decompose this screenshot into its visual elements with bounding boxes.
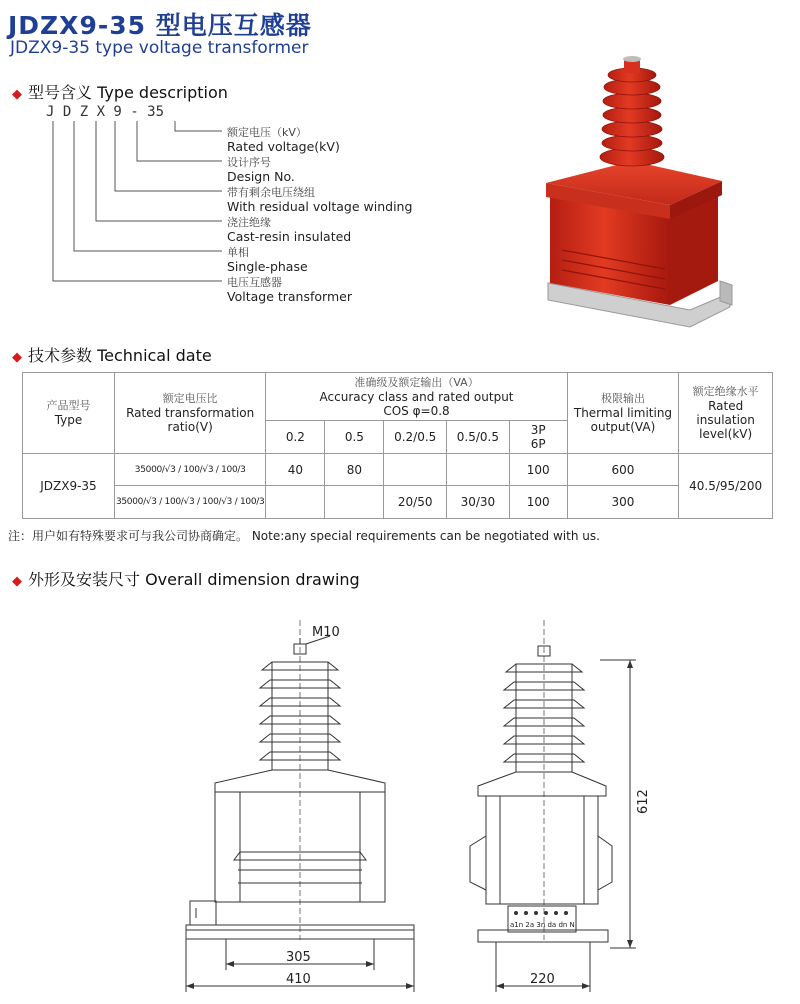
type-item-cn: 浇注绝缘 — [227, 216, 271, 229]
header-accuracy-en: Accuracy class and rated output — [319, 389, 514, 404]
dimension-305: 305 — [286, 950, 311, 965]
header-thermal-cn: 极限输出 — [600, 392, 645, 405]
header-ratio-en: Rated transformation ratio(V) — [126, 406, 255, 434]
value-cell — [384, 454, 447, 486]
table-row — [23, 486, 773, 519]
thermal-cell: 600 — [567, 454, 679, 486]
table-row — [23, 454, 773, 486]
header-thermal — [567, 373, 679, 454]
header-insulation-cn: 额定绝缘水平 — [692, 385, 759, 398]
model-cell: JDZX9-35 — [23, 454, 115, 519]
page-title: JDZX9-35 型电压互感器 — [8, 11, 312, 40]
dimension-drawing-heading — [12, 567, 360, 590]
header-type — [23, 373, 115, 454]
thermal-cell: 300 — [567, 486, 679, 519]
page-subtitle: JDZX9-35 type voltage transformer — [10, 38, 309, 58]
header-insulation-en: Rated insulation level(kV) — [696, 399, 755, 441]
dimension-410: 410 — [286, 972, 311, 987]
value-cell: 100 — [509, 454, 567, 486]
technical-data-heading-text: 技术参数 Technical date — [28, 346, 212, 365]
product-photo — [520, 55, 760, 335]
class-header-6p: 6P — [530, 437, 546, 451]
type-code: J D Z X 9 - 35 — [46, 104, 165, 120]
header-insulation — [679, 373, 773, 454]
dimension-220: 220 — [530, 972, 555, 987]
type-item-en: Rated voltage(kV) — [227, 139, 340, 154]
value-cell: 20/50 — [384, 486, 447, 519]
value-cell — [447, 454, 510, 486]
value-cell: 100 — [509, 486, 567, 519]
value-cell: 30/30 — [447, 486, 510, 519]
header-ratio-cn: 额定电压比 — [162, 392, 218, 405]
class-header-3p: 3P — [530, 423, 546, 437]
type-item-cn: 额定电压（kV） — [227, 126, 307, 139]
type-description-heading-text: 型号含义 Type description — [28, 83, 228, 102]
type-code-leader-lines — [0, 0, 240, 310]
ratio-cell: 35000/√3 / 100/√3 / 100/√3 / 100/3 — [114, 486, 265, 519]
diamond-bullet-icon: ◆ — [12, 574, 22, 589]
header-type-cn: 产品型号 — [46, 399, 91, 412]
dimension-612: 612 — [636, 789, 651, 814]
dimension-drawing-heading-text: 外形及安装尺寸 Overall dimension drawing — [28, 570, 360, 589]
technical-parameter-table — [22, 372, 773, 519]
header-cos: COS φ=0.8 — [383, 403, 450, 418]
header-thermal-en: Thermal limiting output(VA) — [573, 406, 673, 434]
class-header-3p-6p — [509, 421, 567, 454]
ratio-cell: 35000/√3 / 100/√3 / 100/3 — [114, 454, 265, 486]
value-cell: 80 — [325, 454, 384, 486]
type-item-en: Design No. — [227, 169, 295, 184]
value-cell — [266, 486, 325, 519]
type-item-cn: 设计序号 — [227, 156, 271, 169]
value-cell: 40 — [266, 454, 325, 486]
diamond-bullet-icon: ◆ — [12, 87, 22, 102]
type-item-en: Voltage transformer — [227, 289, 352, 304]
value-cell — [325, 486, 384, 519]
bolt-label: M10 — [312, 625, 340, 640]
type-item-en: With residual voltage winding — [227, 199, 413, 214]
type-item-cn: 电压互感器 — [227, 276, 282, 289]
header-accuracy-cn: 准确级及额定输出（VA） — [354, 375, 479, 389]
type-item-en: Cast-resin insulated — [227, 229, 352, 244]
type-item-cn: 单相 — [227, 246, 249, 259]
type-item-cn: 带有剩余电压绕组 — [227, 186, 315, 199]
dimension-drawing — [0, 600, 800, 1004]
class-header: 0.2 — [266, 421, 325, 454]
class-header: 0.5 — [325, 421, 384, 454]
header-ratio — [114, 373, 265, 454]
class-header: 0.2/0.5 — [384, 421, 447, 454]
class-header: 0.5/0.5 — [447, 421, 510, 454]
diamond-bullet-icon: ◆ — [12, 350, 22, 365]
type-item-en: Single-phase — [227, 259, 308, 274]
insulation-cell: 40.5/95/200 — [679, 454, 773, 519]
header-type-en: Type — [54, 413, 83, 427]
terminal-labels: a1n 2a 3n da dn N — [510, 921, 575, 929]
header-accuracy — [266, 373, 567, 421]
note-text: 注：用户如有特殊要求可与我公司协商确定。 Note:any special requirements can be negotiated with us. — [8, 529, 600, 543]
technical-data-heading — [12, 343, 212, 366]
